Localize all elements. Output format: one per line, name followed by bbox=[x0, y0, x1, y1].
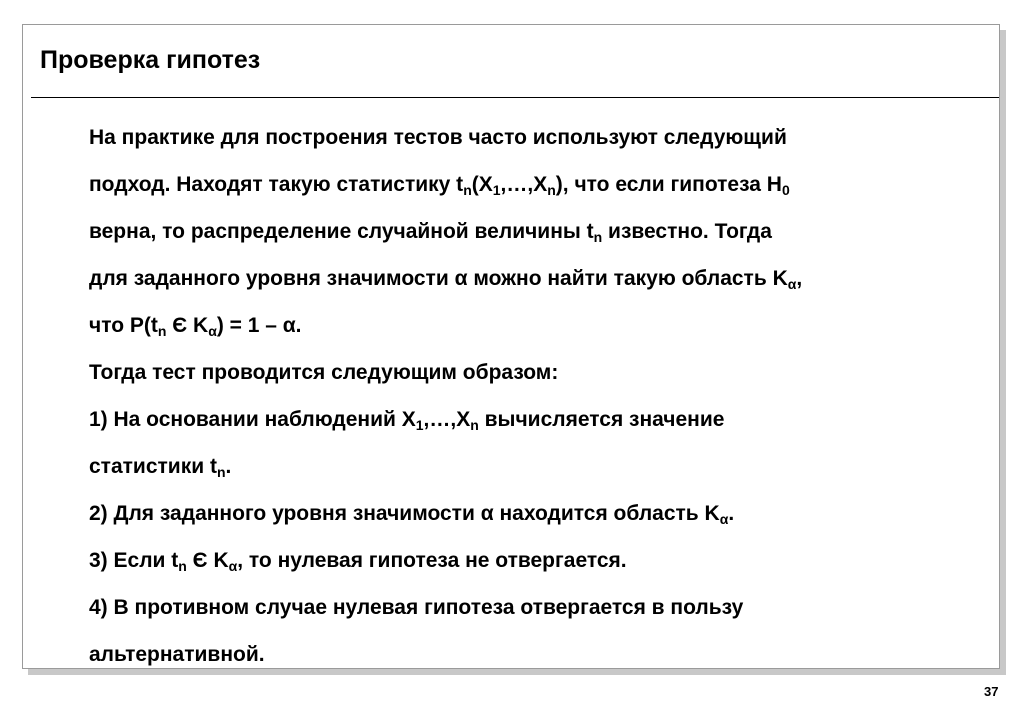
text-line-5: что $P(t_n$ Є $K_\alpha) = 1 - \alpha$. bbox=[89, 314, 302, 339]
text-line-2: подход. Находят такую статистику $t_n(X_1,\dots,X_n)$, что если гипотеза $H_0$ bbox=[89, 173, 790, 198]
slide-body bbox=[89, 114, 984, 678]
text-line-10: 3) Если $t_n$ Є $K_\alpha$, то нулевая гипотеза не отвергается. bbox=[89, 549, 627, 574]
text-line-3: верна, то распределение случайной величины $t_n$ известно. Тогда bbox=[89, 220, 772, 245]
text-line-11: 4) В противном случае нулевая гипотеза отвергается в пользу bbox=[89, 596, 744, 619]
text-line-6: Тогда тест проводится следующим образом: bbox=[89, 361, 559, 384]
text-line-12: альтернативной. bbox=[89, 643, 265, 666]
slide bbox=[22, 24, 1000, 669]
title-divider bbox=[31, 97, 999, 98]
text-line-1: На практике для построения тестов часто используют следующий bbox=[89, 126, 787, 149]
slide-title: Проверка гипотез bbox=[40, 46, 261, 74]
text-line-9: 2) Для заданного уровня значимости α находится область $K_\alpha$. bbox=[89, 502, 735, 527]
page-number: 37 bbox=[984, 684, 999, 699]
text-line-7: 1) На основании наблюдений $X_1,\dots,X_n$ вычисляется значение bbox=[89, 408, 725, 433]
text-line-4: для заданного уровня значимости α можно найти такую область $K_\alpha$, bbox=[89, 267, 803, 292]
text-line-8: статистики $t_n$. bbox=[89, 455, 232, 480]
